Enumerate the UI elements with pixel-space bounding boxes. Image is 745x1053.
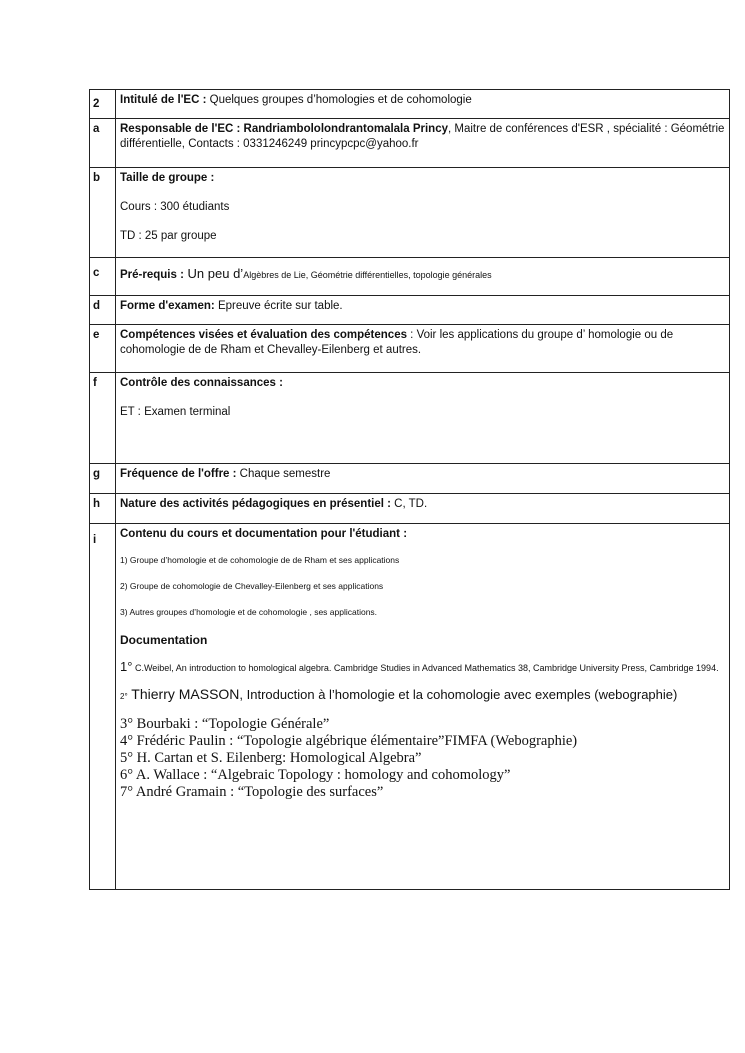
content-item: 2) Groupe de cohomologie de Chevalley-Eilenberg et ses applications	[120, 581, 384, 591]
reference-item: 3° Bourbaki : “Topologie Générale”	[120, 716, 330, 732]
row-key: c	[90, 258, 116, 296]
row-key: d	[90, 296, 116, 325]
reference-number: 2°	[120, 692, 128, 701]
row-content	[116, 325, 730, 373]
row-text: C, TD.	[390, 498, 428, 510]
row-responsable	[90, 119, 730, 168]
row-content	[116, 119, 730, 168]
row-content	[116, 90, 730, 119]
reference-1	[120, 660, 725, 675]
row-content	[116, 258, 730, 296]
row-content	[116, 168, 730, 258]
row-label: Contrôle des connaissances :	[120, 377, 283, 389]
content-item: 3) Autres groupes d’homologie et de cohomologie , ses applications.	[120, 607, 378, 617]
documentation-heading: Documentation	[120, 633, 208, 647]
row-key: a	[90, 119, 116, 168]
row-text: , Maitre de conférences d'ESR , spécialité : Géométrie différentielle, Contacts : 0331246249 princypcpc@yahoo.fr	[120, 123, 725, 150]
row-title	[90, 90, 730, 119]
reference-2	[120, 687, 725, 704]
row-label: Nature des activités pédagogiques en présentiel :	[120, 498, 391, 510]
row-line: Cours : 300 étudiants	[120, 201, 230, 213]
row-text: Quelques groupes d’homologies et de cohomologie	[206, 94, 472, 106]
reference-item: 7° André Gramain : “Topologie des surfaces”	[120, 784, 384, 800]
row-text: Un peu d’	[183, 266, 244, 281]
row-prerequis	[90, 258, 730, 296]
reference-text: , Introduction à l’homologie et la cohomologie avec exemples (webographie)	[239, 687, 678, 702]
row-label: Forme d'examen:	[120, 300, 215, 312]
reference-author: Thierry MASSON	[127, 686, 240, 702]
row-key: f	[90, 373, 116, 464]
row-label: Responsable de l'EC : Randriambololondrantomalala Princy	[120, 123, 448, 135]
row-key: e	[90, 325, 116, 373]
row-text: Chaque semestre	[236, 468, 331, 480]
reference-item: 6° A. Wallace : “Algebraic Topology : homology and cohomology”	[120, 767, 511, 783]
reference-number: 1°	[120, 659, 133, 674]
content-item: 1) Groupe d’homologie et de cohomologie de de Rham et ses applications	[120, 555, 400, 565]
row-key: g	[90, 464, 116, 494]
reference-item: 4° Frédéric Paulin : “Topologie algébrique élémentaire”FIMFA (Webographie)	[120, 733, 578, 749]
row-controle	[90, 373, 730, 464]
row-label: Taille de groupe :	[120, 172, 215, 184]
row-contenu	[90, 524, 730, 890]
row-text: Algèbres de Lie, Géométrie différentielles, topologie générales	[243, 270, 492, 280]
row-text: Epreuve écrite sur table.	[214, 300, 343, 312]
row-label: Intitulé de l'EC :	[120, 94, 207, 106]
row-text: : Voir les applications du groupe d’ homologie ou de cohomologie de de Rham et Chevalley-Eilenberg et autres.	[120, 329, 674, 356]
row-key: h	[90, 494, 116, 524]
row-key: b	[90, 168, 116, 258]
row-label: Contenu du cours et documentation pour l'étudiant :	[120, 528, 408, 540]
course-table	[89, 89, 730, 890]
reference-item: 5° H. Cartan et S. Eilenberg: Homological Algebra”	[120, 750, 422, 766]
row-line: ET : Examen terminal	[120, 406, 231, 418]
row-forme-examen	[90, 296, 730, 325]
row-content	[116, 296, 730, 325]
row-nature	[90, 494, 730, 524]
row-label: Compétences visées et évaluation des compétences	[120, 329, 407, 341]
row-key: 2	[90, 90, 116, 119]
row-frequence	[90, 464, 730, 494]
row-taille	[90, 168, 730, 258]
row-competences	[90, 325, 730, 373]
reference-text: C.Weibel, An introduction to homological algebra. Cambridge Studies in Advanced Mathematics 38, Cambridge University Press, Cambridge 1994.	[132, 663, 719, 673]
row-content	[116, 464, 730, 494]
row-content	[116, 494, 730, 524]
reference-list	[120, 716, 725, 801]
row-label: Pré-requis :	[120, 269, 184, 281]
row-content	[116, 373, 730, 464]
row-content	[116, 524, 730, 890]
row-key: i	[90, 524, 116, 890]
row-label: Fréquence de l'offre :	[120, 468, 237, 480]
row-line: TD : 25 par groupe	[120, 230, 217, 242]
